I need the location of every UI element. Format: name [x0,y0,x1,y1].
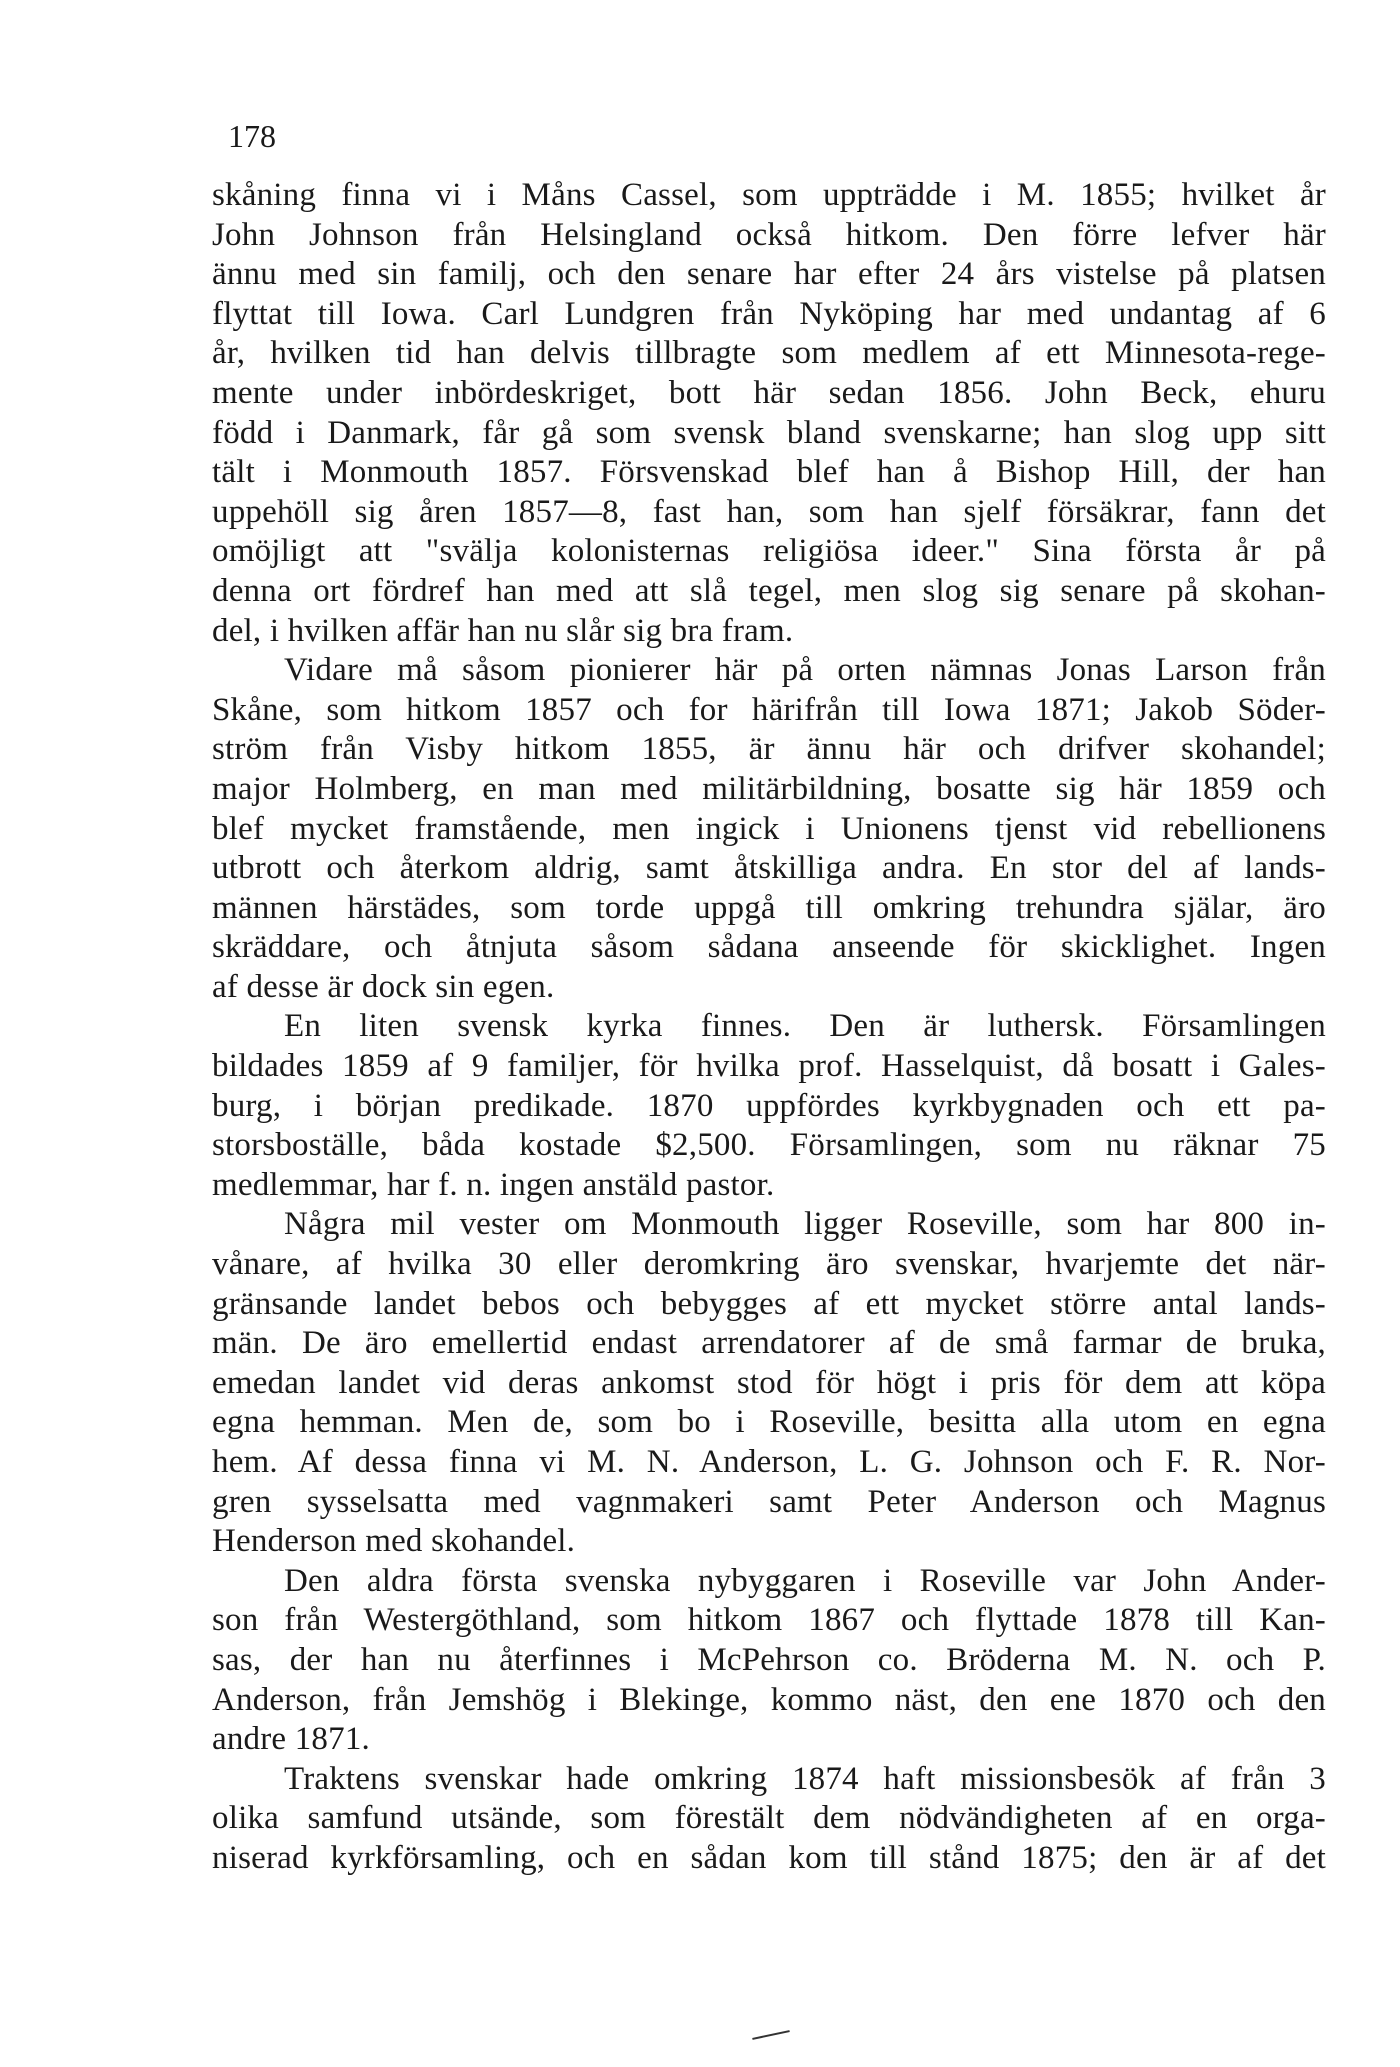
text-line: männen härstädes, som torde uppgå till omkring trehundra själar, äro [212,889,1326,926]
text-line: major Holmberg, en man med militärbildning, bosatte sig här 1859 och [212,770,1326,807]
text-line: denna ort fördref han med att slå tegel, men slog sig senare på skohan- [212,572,1326,609]
text-line: olika samfund utsände, som förestält dem nödvändigheten af en orga- [212,1800,1326,1837]
page-number: 178 [228,118,276,154]
text-line: John Johnson från Helsingland också hitkom. Den förre lefver här [212,216,1326,253]
text-line: år, hvilken tid han delvis tillbragte som medlem af ett Minnesota-rege- [212,335,1326,372]
body-text [212,176,1326,1879]
text-line: niserad kyrkförsamling, och en sådan kom till stånd 1875; den är af det [212,1839,1326,1876]
text-line: En liten svensk kyrka finnes. Den är luthersk. Församlingen [284,1008,1326,1045]
text-line: ännu med sin familj, och den senare har efter 24 års vistelse på platsen [212,256,1326,293]
text-line: Traktens svenskar hade omkring 1874 haft missionsbesök af från 3 [284,1760,1326,1797]
text-line: burg, i början predikade. 1870 uppfördes kyrkbygnaden och ett pa- [212,1087,1326,1124]
text-line: medlemmar, har f. n. ingen anstäld pastor. [212,1166,775,1203]
text-line: emedan landet vid deras ankomst stod för högt i pris för dem att köpa [212,1364,1326,1401]
text-line: född i Danmark, får gå som svensk bland svenskarne; han slog upp sitt [212,414,1326,451]
text-line: hem. Af dessa finna vi M. N. Anderson, L. G. Johnson och F. R. Nor- [212,1444,1326,1480]
text-line: ström från Visby hitkom 1855, är ännu här och drifver skohandel; [212,731,1326,768]
text-line: skåning finna vi i Måns Cassel, som uppträdde i M. 1855; hvilket år [212,177,1326,213]
text-line: gränsande landet bebos och bebygges af ett mycket större antal lands- [212,1285,1326,1322]
text-line: män. De äro emellertid endast arrendatorer af de små farmar de bruka, [212,1325,1326,1362]
paragraph [212,1205,1326,1561]
text-line: tält i Monmouth 1857. Försvenskad blef han å Bishop Hill, der han [212,454,1326,491]
text-line: skräddare, och åtnjuta såsom sådana anseende för skicklighet. Ingen [212,929,1326,966]
text-line: Skåne, som hitkom 1857 och for härifrån till Iowa 1871; Jakob Söder- [212,691,1326,728]
text-line: Anderson, från Jemshög i Blekinge, kommo näst, den ene 1870 och den [212,1681,1326,1718]
text-line: sas, der han nu återfinnes i McPehrson co. Bröderna M. N. och P. [212,1641,1326,1678]
text-line: egna hemman. Men de, som bo i Roseville, besitta alla utom en egna [212,1404,1326,1441]
text-line: vånare, af hvilka 30 eller deromkring äro svenskar, hvarjemte det när- [212,1246,1326,1283]
text-line: bildades 1859 af 9 familjer, för hvilka prof. Hasselquist, då bosatt i Gales- [212,1048,1326,1085]
text-line: af desse är dock sin egen. [212,968,555,1005]
paragraph [212,1760,1326,1879]
text-line: gren sysselsatta med vagnmakeri samt Peter Anderson och Magnus [212,1483,1326,1520]
text-line: Några mil vester om Monmouth ligger Roseville, som har 800 in- [284,1206,1326,1243]
print-mark [752,2030,790,2040]
text-line: mente under inbördeskriget, bott här sedan 1856. John Beck, ehuru [212,374,1326,411]
text-line: del, i hvilken affär han nu slår sig bra fram. [212,612,794,649]
paragraph [212,176,1326,651]
paragraph [212,1562,1326,1760]
text-line: Henderson med skohandel. [212,1523,576,1560]
text-line: utbrott och återkom aldrig, samt åtskilliga andra. En stor del af lands- [212,850,1326,887]
paragraph [212,651,1326,1007]
text-line: flyttat till Iowa. Carl Lundgren från Nyköping har med undantag af 6 [212,295,1326,332]
text-line: omöjligt att "svälja kolonisternas religiösa ideer." Sina första år på [212,533,1326,570]
text-line: son från Westergöthland, som hitkom 1867 och flyttade 1878 till Kan- [212,1602,1326,1639]
text-line: uppehöll sig åren 1857—8, fast han, som han sjelf försäkrar, fann det [212,493,1326,530]
text-line: andre 1871. [212,1721,370,1758]
text-line: blef mycket framstående, men ingick i Unionens tjenst vid rebellionens [212,810,1326,847]
text-line: Den aldra första svenska nybyggaren i Roseville var John Ander- [284,1562,1326,1599]
paragraph [212,1007,1326,1205]
text-line: storsboställe, båda kostade $2,500. Församlingen, som nu räknar 75 [212,1127,1326,1164]
text-line: Vidare må såsom pionierer här på orten nämnas Jonas Larson från [284,652,1326,689]
